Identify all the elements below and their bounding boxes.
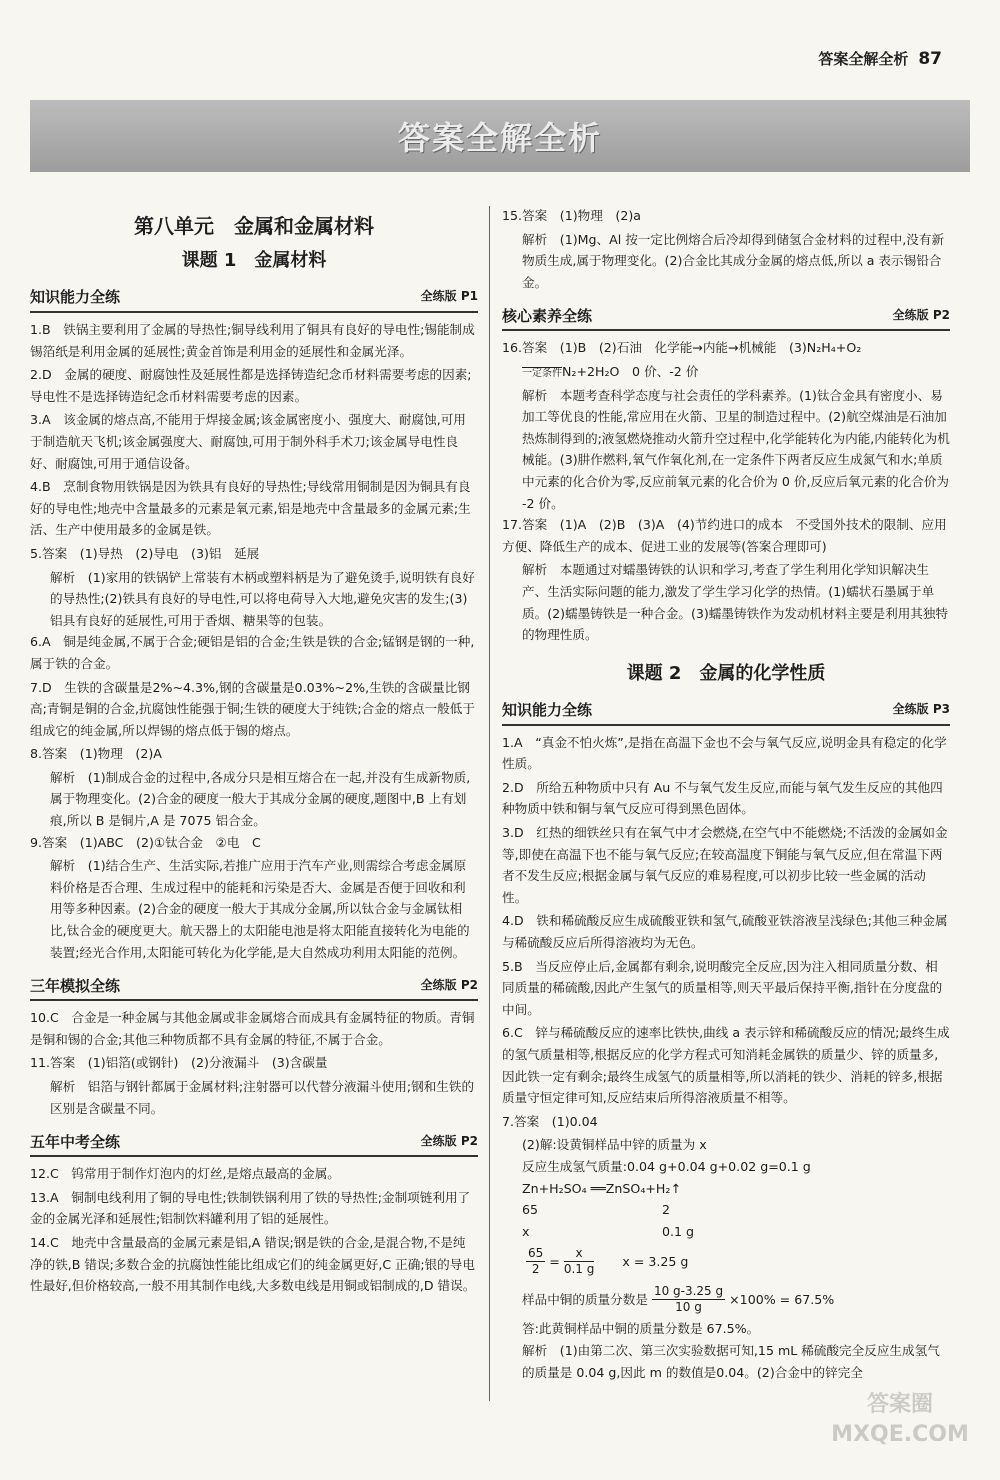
reaction-products: N₂+2H₂O 0 价、-2 价: [562, 363, 699, 379]
left-column: [30, 205, 478, 1299]
conclusion-line: 答:此黄铜样品中铜的质量分数是 67.5%。: [522, 1321, 760, 1337]
ratio-row: [502, 1221, 950, 1243]
section-header: [30, 1129, 478, 1157]
right-column: [502, 205, 950, 1383]
answer-item: 7.答案 (1)0.04: [502, 1113, 598, 1129]
answer-item: 9.答案 (1)ABC (2)①钛合金 ②电 C: [30, 834, 261, 850]
lesson-title: 课题 2 金属的化学性质: [626, 662, 826, 684]
analysis-text: 解析 (1)Mg、Al 按一定比例熔合后冷却得到储氢合金材料的过程中,没有新物质生成,属于物理变化。(2)合金比其成分金属的熔点低,所以 a 表示锡铅合金。: [522, 231, 945, 290]
section-ref: 全练版 P2: [420, 1133, 478, 1148]
watermark: 答案圈 MXQE.COM: [831, 1392, 969, 1447]
answer-item: 12.C 钨常用于制作灯泡内的灯丝,是熔点最高的金属。: [30, 1166, 340, 1182]
answer-item: 14.C 地壳中含量最高的金属元素是铝,A 错误;钢是铁的合金,是混合物,不是纯净的铁,B 错误;多数合金的抗腐蚀性能比组成它们的纯金属更好,C 正确;银的导电性最好,但价格较高,一般不用其制作电线,大多数电线是用铜或铝制成的,D 错误。: [30, 1234, 476, 1294]
page-number: 87: [918, 49, 942, 69]
ratio-value: 2: [662, 1202, 671, 1218]
answer-item: 1.B 铁锅主要利用了金属的导热性;铜导线利用了铜具有良好的导电性;锡能制成锡箔纸是利用金属的延展性;黄金首饰是利用金的延展性和金属光泽。: [30, 322, 475, 359]
fraction: [526, 1246, 545, 1277]
answer-item: 2.D 金属的硬度、耐腐蚀性及延展性都是选择铸造纪念币材料需要考虑的因素;导电性不是选择铸造纪念币材料需要考虑的因素。: [30, 367, 472, 404]
fraction: [652, 1284, 725, 1315]
section-title: 三年模拟全练: [30, 976, 121, 995]
analysis-text: 解析 (1)由第二次、第三次实验数据可知,15 mL 稀硫酸完全反应生成氢气的质量是 0.04 g,因此 m 的数值是0.04。(2)合金中的锌完全: [522, 1342, 940, 1380]
section-header: [502, 698, 950, 726]
answer-item: 11.答案 (1)铝箔(或钢针) (2)分液漏斗 (3)含碳量: [30, 1055, 328, 1071]
equals-sign: =: [549, 1253, 560, 1269]
section-title: 知识能力全练: [502, 701, 593, 720]
section-ref: 全练版 P2: [420, 977, 478, 992]
header-section: 答案全解全析: [818, 50, 909, 68]
analysis-text: 解析 铝箔与钢针都属于金属材料;注射器可以代替分液漏斗使用;钢和生铁的区别是含碳量不同。: [50, 1079, 475, 1116]
fraction-denominator: 0.1 g: [563, 1261, 595, 1276]
answer-item: 1.A “真金不怕火炼”,是指在高温下金也不会与氧气反应,说明金具有稳定的化学性质。: [502, 734, 947, 772]
analysis-text: 解析 (1)家用的铁锅铲上常装有木柄或塑料柄是为了避免烫手,说明铁有良好的导热性;(2)铁具有良好的导电性,可以将电荷导入大地,避免灾害的发生;(3)铝具有良好的延展性,可用于香烟、糖果等的包装。: [50, 569, 475, 628]
answer-item: 8.答案 (1)物理 (2)A: [30, 746, 162, 762]
section-header: [502, 303, 950, 331]
ratio-value: 0.1 g: [662, 1223, 695, 1239]
reaction-line: [502, 361, 950, 385]
lesson-title: 课题 1 金属材料: [181, 250, 327, 271]
analysis-text: 解析 (1)制成合金的过程中,各成分只是相互熔合在一起,并没有生成新物质,属于物理变化。(2)合金的硬度一般大于其成分金属的硬度,题图中,B 上有划痕,所以 B 是铜片,A 是 7075 铝合金。: [50, 769, 471, 829]
answer-item: 15.答案 (1)物理 (2)a: [502, 208, 641, 223]
section-header: [30, 973, 478, 1001]
mass-fraction-result: ×100% = 67.5%: [729, 1291, 835, 1307]
section-ref: 全练版 P2: [892, 307, 950, 322]
solution-line: 反应生成氢气质量:0.04 g+0.04 g+0.02 g=0.1 g: [522, 1158, 811, 1174]
mass-fraction-label: 样品中铜的质量分数是: [522, 1291, 648, 1307]
section-ref: 全练版 P1: [420, 289, 478, 304]
chemical-equation: Zn+H₂SO₄ ══ZnSO₄+H₂↑: [522, 1180, 681, 1196]
answer-item: 4.B 烹制食物用铁锅是因为铁具有良好的导热性;导线常用铜制是因为铜具有良好的导电性;地壳中含量最多的元素是氧元素,铝是地壳中含量最多的金属元素;生活、生产中使用最多的金属是铁。: [30, 479, 471, 538]
reaction-condition: 一定条件: [522, 367, 562, 379]
fraction-numerator: x: [564, 1246, 595, 1262]
proportion-equation: [502, 1242, 950, 1280]
fraction-numerator: 10 g-3.25 g: [653, 1283, 724, 1298]
answer-item: 17.答案 (1)A (2)B (3)A (4)节约进口的成本 不受国外技术的限制、应用方便、降低生产的成本、促进工业的发展等(答案合理即可): [502, 517, 947, 554]
ratio-row: [502, 1199, 950, 1221]
fraction-numerator: 65: [528, 1245, 544, 1260]
answer-item: 6.A 铜是纯金属,不属于合金;硬铝是铝的合金;生铁是铁的合金;锰钢是钢的一种,属于铁的合金。: [30, 634, 475, 671]
answer-item: 3.A 该金属的熔点高,不能用于焊接金属;该金属密度小、强度大、耐腐蚀,可用于制造航天飞机;该金属强度大、耐腐蚀,可用于制外科手术刀;该金属导电性良好、耐腐蚀,可用于通信设备。: [30, 412, 466, 471]
section-title: 知识能力全练: [30, 288, 121, 307]
unit-title: 第八单元 金属和金属材料: [134, 214, 374, 238]
column-divider: [489, 206, 490, 1401]
answer-item: 7.D 生铁的含碳量是2%~4.3%,钢的含碳量是0.03%~2%,生铁的含碳量比钢高;青铜是铜的合金,抗腐蚀性能强于铜;生铁的硬度大于纯铁;合金的熔点一般低于组成它的纯金属,所以焊锡的熔点低于锡的熔点。: [30, 679, 475, 738]
ratio-value: 65: [522, 1202, 539, 1218]
answer-item: 13.A 铜制电线利用了铜的导电性;铁制铁锅利用了铁的导热性;金制项链利用了金的金属光泽和延展性;铝制饮料罐利用了铝的延展性。: [30, 1189, 471, 1227]
section-title: 五年中考全练: [30, 1132, 121, 1151]
fraction-denominator: 10 g: [675, 1299, 702, 1314]
answer-item: 3.D 红热的细铁丝只有在氧气中才会燃烧,在空气中不能燃烧;不活泼的金属如金等,即使在高温下也不能与氧气反应;在较高温度下铜能与氧气反应,但在常温下两者不发生反应;根据金属与氧气反应的难易程度,可以初步比较一些金属的活动性。: [502, 825, 948, 905]
answer-item: 5.答案 (1)导热 (2)导电 (3)铝 延展: [30, 545, 260, 561]
section-header: [30, 285, 478, 313]
answer-item: 6.C 锌与稀硫酸反应的速率比铁快,曲线 a 表示锌和稀硫酸反应的情况;最终生成的氢气质量相等,根据反应的化学方程式可知消耗金属铁的质量少、锌的质量多,因此铁一定有剩余;最终生成氢气的质量相等,所以消耗的铁少、消耗的锌多,根据质量守恒定律可知,反应结束后所得溶液质量不相等。: [502, 1025, 950, 1106]
answer-item: 4.D 铁和稀硫酸反应生成硫酸亚铁和氢气,硫酸亚铁溶液呈浅绿色;其他三种金属与稀硫酸反应后所得溶液均为无色。: [502, 913, 948, 951]
solution-line: (2)解:设黄铜样品中锌的质量为 x: [522, 1137, 707, 1153]
fraction: [564, 1246, 595, 1277]
analysis-text: 解析 本题考查科学态度与社会责任的学科素养。(1)钛合金具有密度小、易加工等优良的性能,常应用在火箭、卫星的制造过程中。(2)航空煤油是石油加热炼制得到的;液氢燃烧推动火箭升空过程中,化学能转化为内能,内能转化为机械能。(3)肼作燃料,氧气作氧化剂,在一定条件下两者反应生成氮气和水;单质中元素的化合价为零,反应前氧元素的化合价为 0 价,反应后氧元素的化合价为 -2 价。: [522, 387, 950, 511]
answer-item: 5.B 当反应停止后,金属都有剩余,说明酸完全反应,因为注入相同质量分数、相同质量的稀硫酸,因此产生氢气的质量相等,则天平最后保持平衡,指针在分度盘的中间。: [502, 958, 943, 1017]
analysis-text: 解析 (1)结合生产、生活实际,若推广应用于汽车产业,则需综合考虑金属原料价格是否合理、生成过程中的能耗和污染是否大、金属是否便于回收和利用等多种因素。(2)合金的硬度一般大于其成分金属,所以钛合金与金属钛相比,钛合金的硬度更大。航天器上的太阳能电池是将太阳能直接转化为电能的装置;经光合作用,太阳能可转化为化学能,是大自然成功利用太阳能的范例。: [50, 858, 470, 960]
banner-title: 答案全解全析: [397, 119, 602, 157]
answer-item: 10.C 合金是一种金属与其他金属或非金属熔合而成具有金属特征的物质。青铜是铜和锡的合金;其他三种物质都不具有金属的特征,不属于合金。: [30, 1010, 475, 1047]
answer-item: 16.答案 (1)B (2)石油 化学能→内能→机械能 (3)N₂H₄+O₂: [502, 340, 862, 356]
solved-value: x = 3.25 g: [622, 1253, 689, 1269]
analysis-text: 解析 本题通过对蠕墨铸铁的认识和学习,考查了学生利用化学知识解决生产、生活实际问题的能力,激发了学生学习化学的热情。(1)蠕状石墨属于单质。(2)蠕墨铸铁是一种合金。(3)蠕墨铸铁作为发动机材料主要是利用其独特的物理性质。: [522, 562, 949, 643]
ratio-value: x: [522, 1223, 530, 1239]
fraction-denominator: 2: [531, 1261, 540, 1276]
mass-fraction-equation: [502, 1280, 950, 1318]
title-banner: [30, 100, 970, 172]
running-header: [818, 48, 942, 69]
answer-item: 2.D 所给五种物质中只有 Au 不与氧气发生反应,而能与氧气发生反应的其他四种物质中铁和铜与氧气反应可得到黑色固体。: [502, 779, 943, 817]
section-ref: 全练版 P3: [892, 702, 950, 717]
section-title: 核心素养全练: [502, 306, 593, 325]
